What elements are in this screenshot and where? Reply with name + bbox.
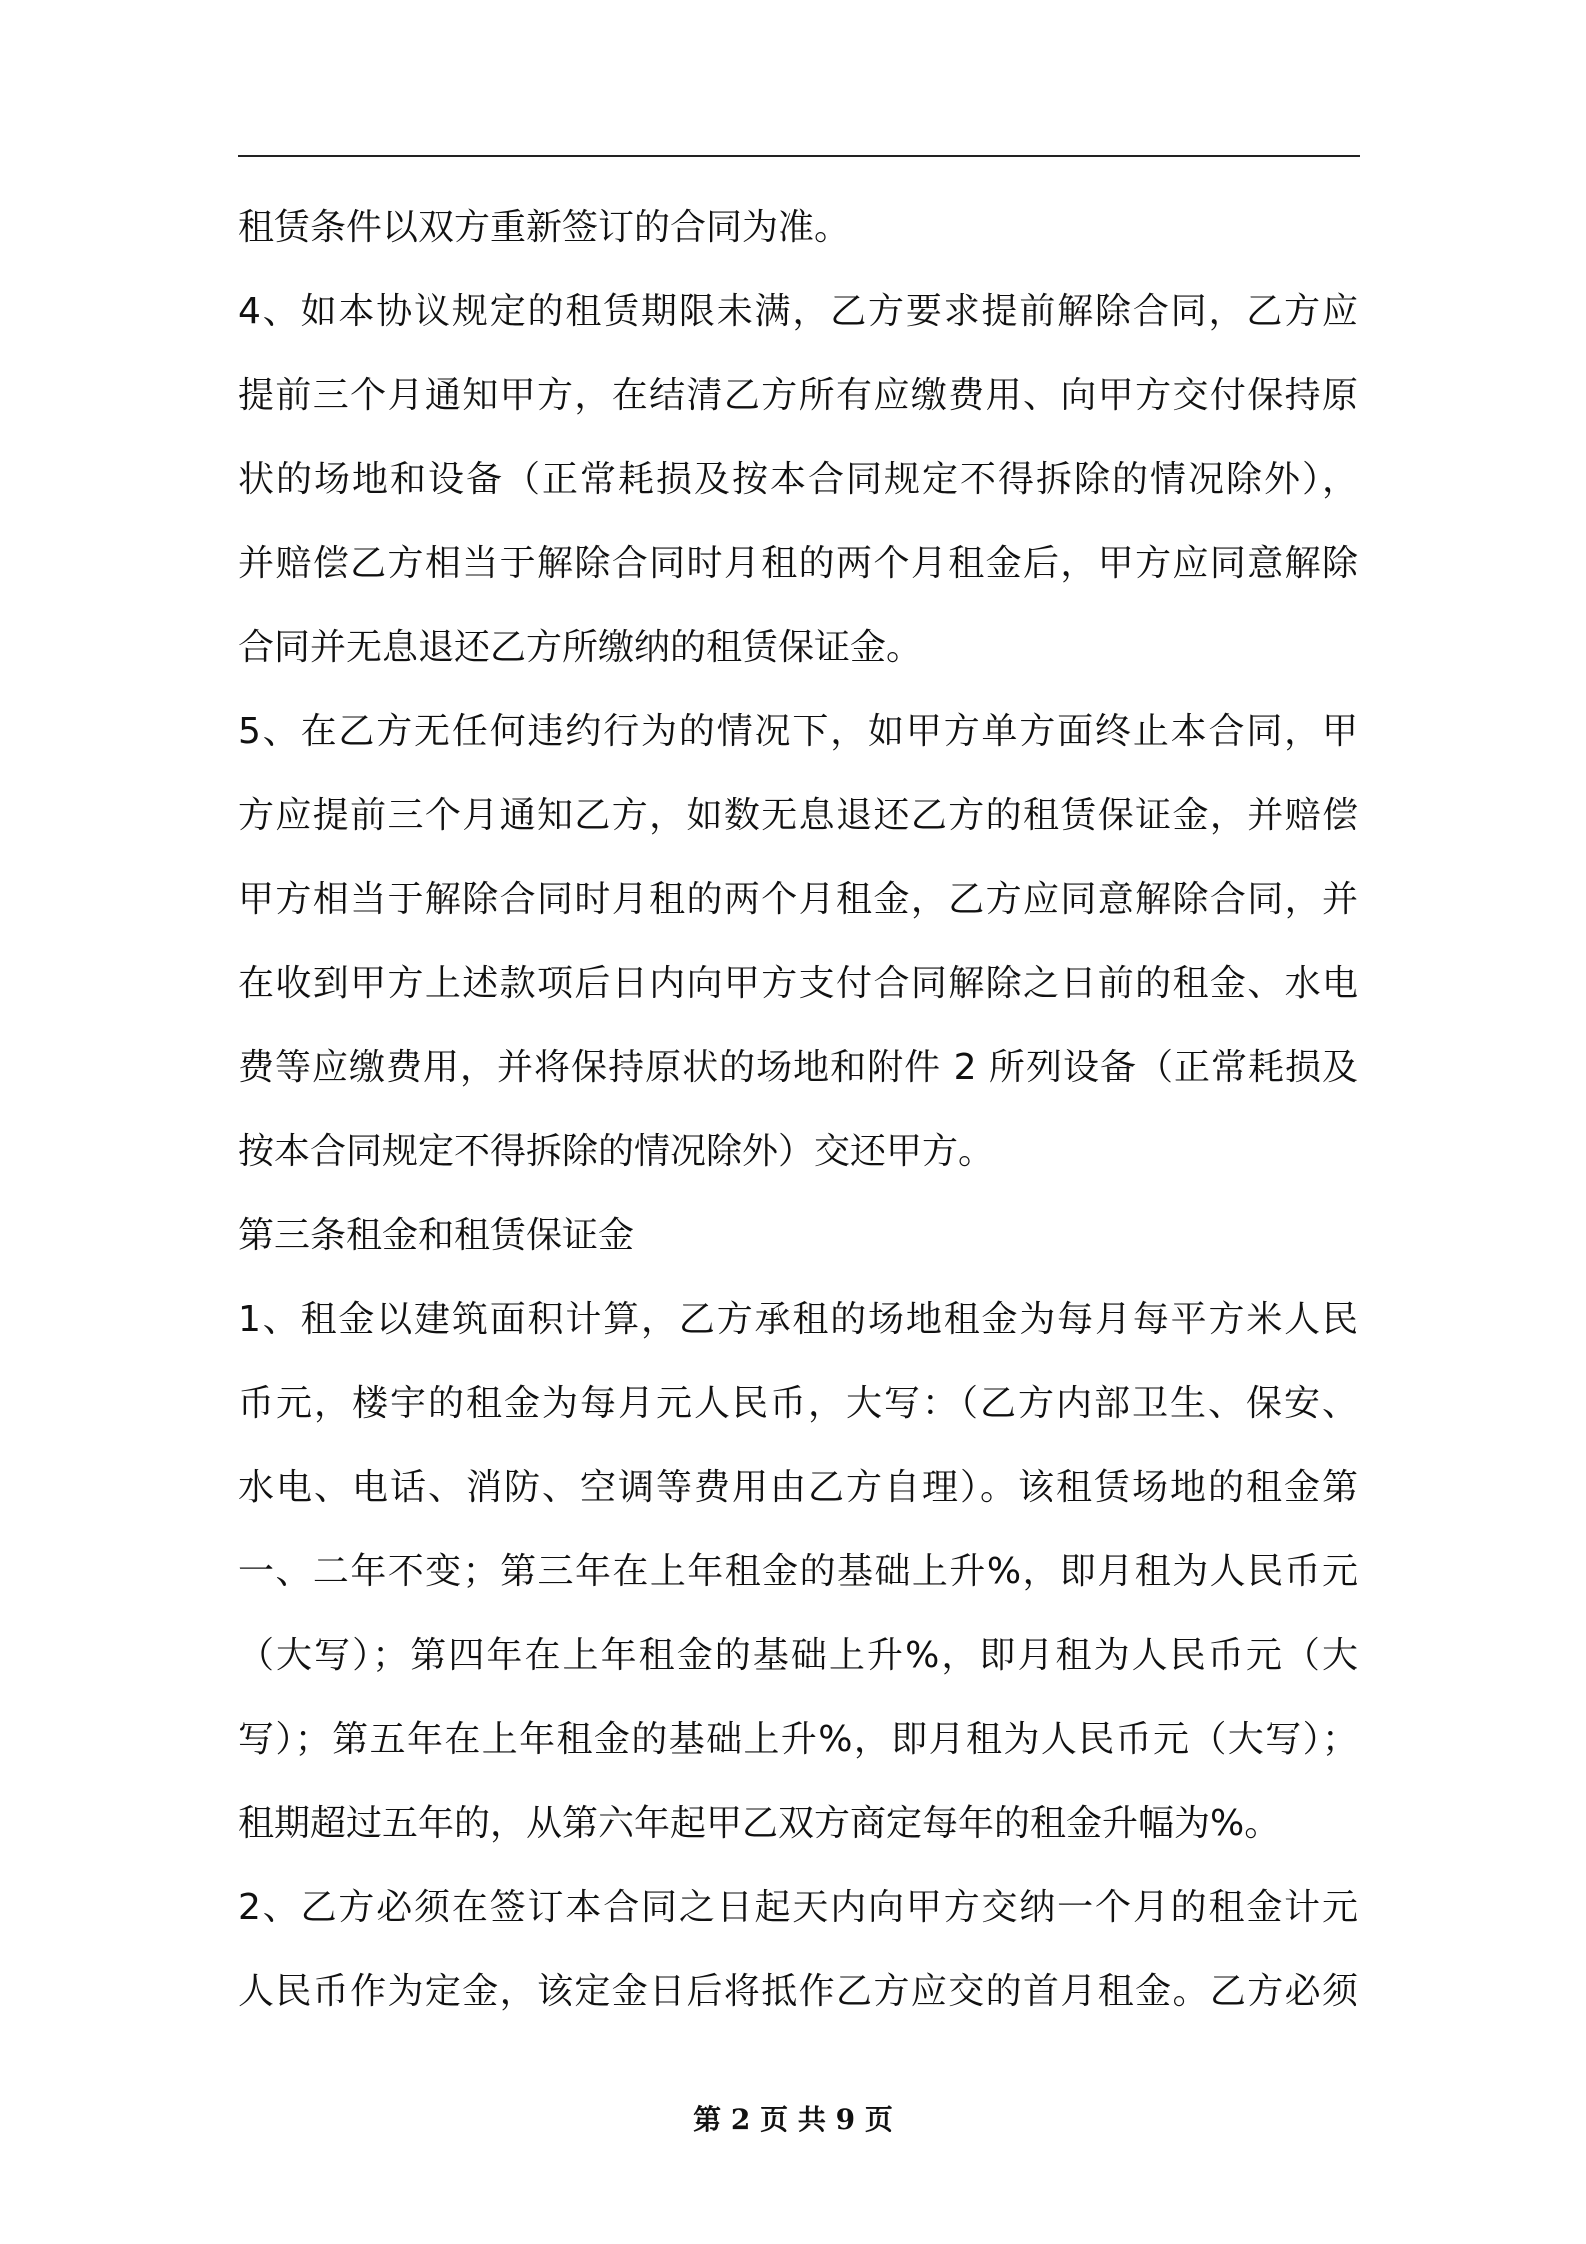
text-line: 提前三个月通知甲方，在结清乙方所有应缴费用、向甲方交付保持原 xyxy=(238,375,1358,416)
text-line: （大写）；第四年在上年租金的基础上升%，即月租为人民币元（大 xyxy=(238,1635,1358,1676)
text-line: 2、乙方必须在签订本合同之日起天内向甲方交纳一个月的租金计元 xyxy=(238,1887,1358,1928)
text-line: 4、如本协议规定的租赁期限未满，乙方要求提前解除合同，乙方应 xyxy=(238,291,1358,332)
text-line: 方应提前三个月通知乙方，如数无息退还乙方的租赁保证金，并赔偿 xyxy=(238,795,1358,836)
text-line: 在收到甲方上述款项后日内向甲方支付合同解除之日前的租金、水电 xyxy=(238,963,1358,1004)
text-line: 水电、电话、消防、空调等费用由乙方自理）。该租赁场地的租金第 xyxy=(238,1467,1358,1508)
text-line: 写）；第五年在上年租金的基础上升%，即月租为人民币元（大写）； xyxy=(238,1719,1358,1760)
text-line: 一、二年不变；第三年在上年租金的基础上升%，即月租为人民币元 xyxy=(238,1551,1358,1592)
document-body xyxy=(238,186,1358,2034)
text-line: 按本合同规定不得拆除的情况除外）交还甲方。 xyxy=(238,1131,995,1172)
text-line: 5、在乙方无任何违约行为的情况下，如甲方单方面终止本合同，甲 xyxy=(238,711,1358,752)
text-line: 状的场地和设备（正常耗损及按本合同规定不得拆除的情况除外）， xyxy=(238,459,1358,500)
page-number-footer: 第 2 页 共 9 页 xyxy=(693,2103,893,2136)
text-line: 合同并无息退还乙方所缴纳的租赁保证金。 xyxy=(238,627,923,668)
text-line: 租期超过五年的，从第六年起甲乙双方商定每年的租金升幅为%。 xyxy=(238,1803,1281,1844)
text-line: 租赁条件以双方重新签订的合同为准。 xyxy=(238,207,851,248)
text-line: 并赔偿乙方相当于解除合同时月租的两个月租金后，甲方应同意解除 xyxy=(238,543,1358,584)
text-line: 币元，楼宇的租金为每月元人民币，大写：（乙方内部卫生、保安、 xyxy=(238,1383,1358,1424)
text-line: 人民币作为定金，该定金日后将抵作乙方应交的首月租金。乙方必须 xyxy=(238,1971,1358,2012)
text-line: 甲方相当于解除合同时月租的两个月租金，乙方应同意解除合同，并 xyxy=(238,879,1358,920)
section-heading: 第三条租金和租赁保证金 xyxy=(238,1215,635,1256)
header-rule xyxy=(238,155,1360,157)
text-line: 费等应缴费用，并将保持原状的场地和附件 2 所列设备（正常耗损及 xyxy=(238,1047,1358,1088)
text-line: 1、租金以建筑面积计算，乙方承租的场地租金为每月每平方米人民 xyxy=(238,1299,1358,1340)
